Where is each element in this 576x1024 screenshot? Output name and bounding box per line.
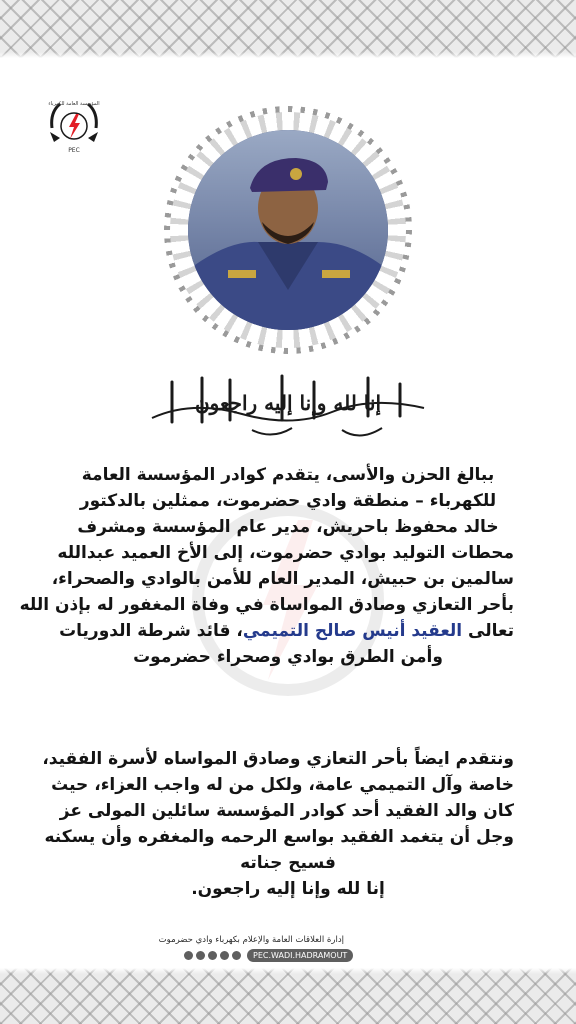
- calligraphy-text: إنا لله وإنا إليه راجعون: [194, 391, 382, 415]
- footer-title: إدارة العلاقات العامة والإعلام بكهرباء وادي حضرموت: [158, 935, 344, 945]
- paragraph2-line: خاصة وآل التميمي عامة، ولكل من له واجب العزاء، حيث: [51, 775, 514, 795]
- pec-logo: [46, 94, 102, 156]
- top-pattern-band: [0, 0, 576, 58]
- footer-credit: [158, 935, 348, 962]
- paragraph1-line: خالد محفوظ باحريش، مدير عام المؤسسة ومشرف: [77, 517, 499, 537]
- condolence-paragraph-1: [19, 462, 514, 670]
- twitter-icon[interactable]: [184, 951, 193, 960]
- paragraph1-line: للكهرباء – منطقة وادي حضرموت، ممثلين بالدكتور: [79, 491, 497, 511]
- condolence-paragraph-2: [42, 746, 514, 902]
- paragraph2-line: وجل أن يتغمد الفقيد بواسع الرحمه والمغفره وأن يسكنه: [44, 827, 514, 847]
- highlighted-name: العقيد أنيس صالح التميمي: [242, 621, 463, 641]
- social-handle[interactable]: PEC.WADI.HADRAMOUT: [247, 949, 353, 962]
- calligraphy-heading: [132, 360, 444, 444]
- paragraph2-closing-line: إنا لله وإنا إليه راجعون.: [191, 879, 385, 899]
- bottom-pattern-band: [0, 968, 576, 1024]
- paragraph1-line: سالمين بن حبيش، المدير العام للأمن بالوادي والصحراء،: [51, 569, 514, 589]
- logo-arc-text: المؤسسة العامة للكهرباء: [48, 101, 100, 107]
- paragraph1-line: ببالغ الحزن والأسى، يتقدم كوادر المؤسسة العامة: [81, 465, 495, 485]
- footer-social-row: [184, 949, 348, 962]
- paragraph2-line: ونتقدم ايضاً بأحر التعازي وصادق المواساه لأسرة الفقيد،: [42, 749, 514, 769]
- telegram-icon[interactable]: [208, 951, 217, 960]
- paragraph1-line: وأمن الطرق بوادي وصحراء حضرموت: [133, 647, 443, 667]
- paragraph2-line: كان والد الفقيد أحد كوادر المؤسسة سائلين المولى عز: [59, 801, 514, 821]
- paragraph2-line: فسيح جناته: [240, 853, 336, 873]
- officer-portrait: [188, 130, 388, 330]
- facebook-icon[interactable]: [232, 951, 241, 960]
- whatsapp-icon[interactable]: [196, 951, 205, 960]
- paragraph1-line: محطات التوليد بوادي حضرموت، إلى الأخ العميد عبدالله: [57, 543, 514, 563]
- instagram-icon[interactable]: [220, 951, 229, 960]
- logo-caption: PEC: [68, 147, 80, 154]
- social-icons: [184, 951, 241, 960]
- paragraph1-line: بأحر التعازي وصادق المواساة في وفاة المغفور له بإذن الله: [19, 595, 514, 615]
- paragraph1-line-with-highlight: تعالى العقيد أنيس صالح التميمي، قائد شرطة الدوريات: [59, 621, 514, 641]
